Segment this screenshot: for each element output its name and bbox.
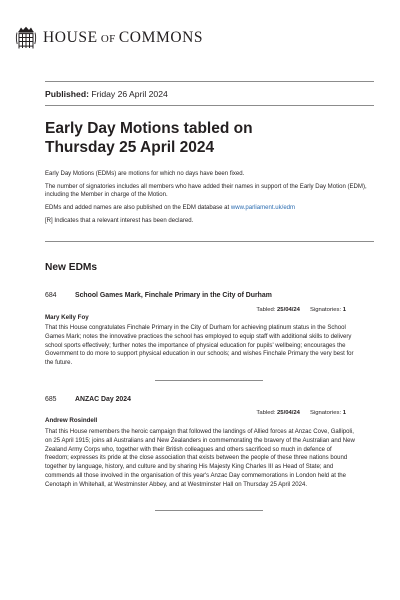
edm-heading <box>45 292 345 299</box>
published-line <box>45 89 168 99</box>
edm-text: That this House congratulates Finchale Primary in the City of Durham for achieving platinum status in the School Games Mark; notes the innovative practices the school has employed to equip staff with additional skills to delivery school sports effectively; further notes the importance of physical education for pupils' wellbeing; encourages the Government to do more to support physical education in our schools; and wishes Finchale Primary the very best for the future. <box>45 325 354 367</box>
top-rule <box>45 81 374 82</box>
edm-database-link[interactable]: www.parliament.uk/edm <box>230 205 296 212</box>
published-rule <box>45 105 374 106</box>
page-title: Early Day Motions tabled on Thursday 25 April 2024 <box>45 120 253 156</box>
edm-heading <box>45 396 345 403</box>
edm-number: 685 <box>45 396 57 403</box>
portcullis-crest-icon <box>15 26 37 50</box>
intro-notes <box>45 170 377 230</box>
edm-separator <box>155 510 263 511</box>
published-date: Friday 26 April 2024 <box>88 89 168 99</box>
edm-mover: Mary Kelly Foy <box>45 314 89 321</box>
intro-paragraph: The number of signatories includes all members who have added their names in support of the Early Day Motion (EDM), including the Member in charge of the Motion. <box>45 183 367 199</box>
edm-separator <box>155 380 263 381</box>
published-label: Published: <box>45 89 89 99</box>
edm-meta: Tabled: 25/04/24 Signatories: 1 <box>256 307 346 313</box>
edm-title: School Games Mark, Finchale Primary in the City of Durham <box>75 292 272 299</box>
intro-rule <box>45 241 374 242</box>
intro-paragraph: EDMs and added names are also published on the EDM database at www.parliament.uk/edm <box>45 205 296 212</box>
intro-paragraph: [R] Indicates that a relevant interest has been declared. <box>45 218 194 225</box>
edm-mover: Andrew Rosindell <box>45 417 98 424</box>
house-of-commons-header <box>15 24 203 52</box>
section-heading: New EDMs <box>45 262 98 273</box>
house-of-commons-wordmark: HOUSE OF COMMONS <box>43 29 204 46</box>
edm-number: 684 <box>45 292 57 299</box>
edm-meta: Tabled: 25/04/24 Signatories: 1 <box>256 410 346 416</box>
intro-paragraph: Early Day Motions (EDMs) are motions for which no days have been fixed. <box>45 171 245 177</box>
edm-text: That this House remembers the heroic campaign that followed the landings of Allied forces at Anzac Cove, Gallipoli, on 25 April 1915; joins all Australians and New Zealanders in commemorating the bravery of the Australian and New Zealand Army Corps who, together with their British colleagues and others sacrificed so much in defence of freedom; expresses its pride at the close association that exists between the people of these three nations bound together by language, history, and culture and by sharing His Majesty King Charles III as Head of State; and commends all those involved in the organisation of this year's Anzac Day commemorations in London held at the Cenotaph in Whitehall, at Westminster Abbey, and at Westminster Hall on Thursday 25 April 2024. <box>45 429 355 488</box>
edm-title: ANZAC Day 2024 <box>75 396 131 403</box>
